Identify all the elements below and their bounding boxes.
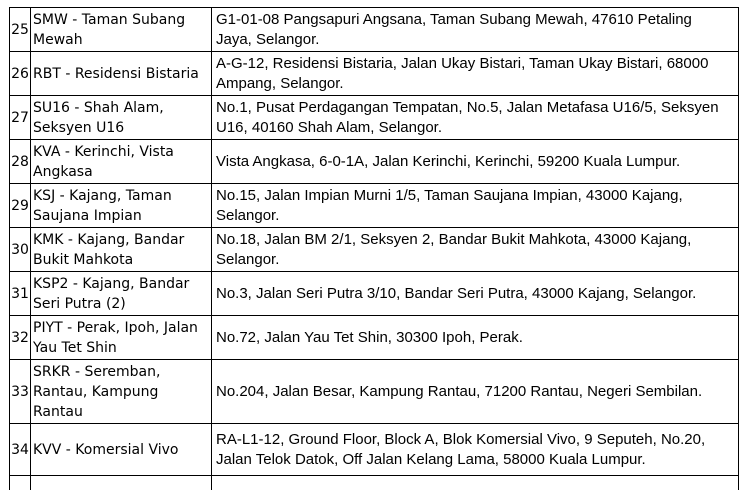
row-number: 31 — [10, 272, 31, 316]
branch-name-line: Bukit Mahkota — [33, 251, 134, 268]
row-number: 26 — [10, 52, 31, 96]
row-number: 30 — [10, 228, 31, 272]
branch-address-cell — [212, 52, 739, 96]
row-number: 25 — [10, 8, 31, 52]
branch-name-line: Seri Putra (2) — [33, 295, 126, 312]
branch-name-cell — [31, 8, 212, 52]
branch-address-cell — [212, 424, 739, 476]
branch-name-line: KSP2 - Kajang, Bandar — [33, 275, 190, 292]
table-row — [10, 184, 739, 228]
branch-name-cell — [31, 316, 212, 360]
table-row — [10, 424, 739, 476]
branch-name-cell — [31, 96, 212, 140]
table-row — [10, 52, 739, 96]
branch-address-cell — [212, 272, 739, 316]
table-row — [10, 360, 739, 424]
branch-name-line: Seksyen U16 — [33, 119, 125, 136]
table-row — [10, 272, 739, 316]
branch-address-line: No.18, Jalan BM 2/1, Seksyen 2, Bandar Bukit Mahkota, 43000 Kajang, — [216, 230, 692, 248]
branch-name-line: Angkasa — [33, 163, 93, 180]
branch-name-cell — [31, 52, 212, 96]
table-row — [10, 316, 739, 360]
row-number: 29 — [10, 184, 31, 228]
branch-address-cell — [212, 360, 739, 424]
branch-name-line: SMW - Taman Subang — [33, 11, 186, 28]
branch-name-line: KSJ - Kajang, Taman — [33, 187, 172, 204]
table-row — [10, 96, 739, 140]
branch-address-line: No.72, Jalan Yau Tet Shin, 30300 Ipoh, Perak. — [216, 328, 523, 346]
branch-address-line: No.204, Jalan Besar, Kampung Rantau, 71200 Rantau, Negeri Sembilan. — [216, 382, 703, 400]
branch-name-line: SU16 - Shah Alam, — [33, 99, 164, 116]
branch-address-line: A-G-12, Residensi Bistaria, Jalan Ukay Bistari, Taman Ukay Bistari, 68000 — [216, 54, 709, 72]
row-number: 34 — [10, 424, 31, 476]
branch-address-line: Vista Angkasa, 6-0-1A, Jalan Kerinchi, Kerinchi, 59200 Kuala Lumpur. — [216, 152, 681, 170]
branch-address-cell — [212, 96, 739, 140]
branch-name-line: Mewah — [33, 31, 83, 48]
branch-address-line: Jaya, Selangor. — [216, 30, 320, 48]
branch-name-line: Saujana Impian — [33, 207, 142, 224]
branch-name-cell — [31, 184, 212, 228]
branch-name-line: SRKR - Seremban, — [33, 363, 161, 380]
table-row-partial — [10, 476, 739, 490]
branch-address-line: Selangor. — [216, 206, 280, 224]
branch-address-cell — [212, 316, 739, 360]
branch-address-line: G1-01-08 Pangsapuri Angsana, Taman Subang Mewah, 47610 Petaling — [216, 10, 692, 28]
partial-cell — [212, 476, 739, 490]
branch-address-cell — [212, 228, 739, 272]
branch-address-line: No.15, Jalan Impian Murni 1/5, Taman Saujana Impian, 43000 Kajang, — [216, 186, 683, 204]
table-row — [10, 8, 739, 52]
branch-name-line: KMK - Kajang, Bandar — [33, 231, 185, 248]
branch-address-line: Selangor. — [216, 250, 280, 268]
partial-cell — [10, 476, 31, 490]
branch-address-line: Ampang, Selangor. — [216, 74, 344, 92]
branch-name-line: PIYT - Perak, Ipoh, Jalan — [33, 319, 198, 336]
branch-name-cell — [31, 360, 212, 424]
branch-address-cell — [212, 140, 739, 184]
branch-name-line: Yau Tet Shin — [33, 339, 117, 356]
row-number: 27 — [10, 96, 31, 140]
branch-address-line: No.3, Jalan Seri Putra 3/10, Bandar Seri Putra, 43000 Kajang, Selangor. — [216, 284, 697, 302]
branch-address-cell — [212, 184, 739, 228]
row-number: 33 — [10, 360, 31, 424]
partial-cell — [31, 476, 212, 490]
table-body — [10, 8, 739, 490]
branch-name-line: KVV - Komersial Vivo — [33, 441, 179, 458]
branch-name-cell — [31, 424, 212, 476]
row-number: 32 — [10, 316, 31, 360]
branch-name-cell — [31, 272, 212, 316]
branch-address-line: RA-L1-12, Ground Floor, Block A, Blok Komersial Vivo, 9 Seputeh, No.20, — [216, 430, 706, 448]
row-number: 28 — [10, 140, 31, 184]
branch-name-cell — [31, 228, 212, 272]
branch-address-table — [9, 7, 739, 490]
branch-address-line: U16, 40160 Shah Alam, Selangor. — [216, 118, 442, 136]
branch-address-line: Jalan Telok Datok, Off Jalan Kelang Lama, 58000 Kuala Lumpur. — [216, 450, 646, 468]
branch-address-cell — [212, 8, 739, 52]
branch-name-line: RBT - Residensi Bistaria — [33, 65, 199, 82]
table-row — [10, 140, 739, 184]
branch-address-line: No.1, Pusat Perdagangan Tempatan, No.5, Jalan Metafasa U16/5, Seksyen — [216, 98, 719, 116]
table-row — [10, 228, 739, 272]
branch-name-line: KVA - Kerinchi, Vista — [33, 143, 174, 160]
branch-name-line: Rantau, Kampung Rantau — [33, 383, 159, 420]
branch-name-cell — [31, 140, 212, 184]
